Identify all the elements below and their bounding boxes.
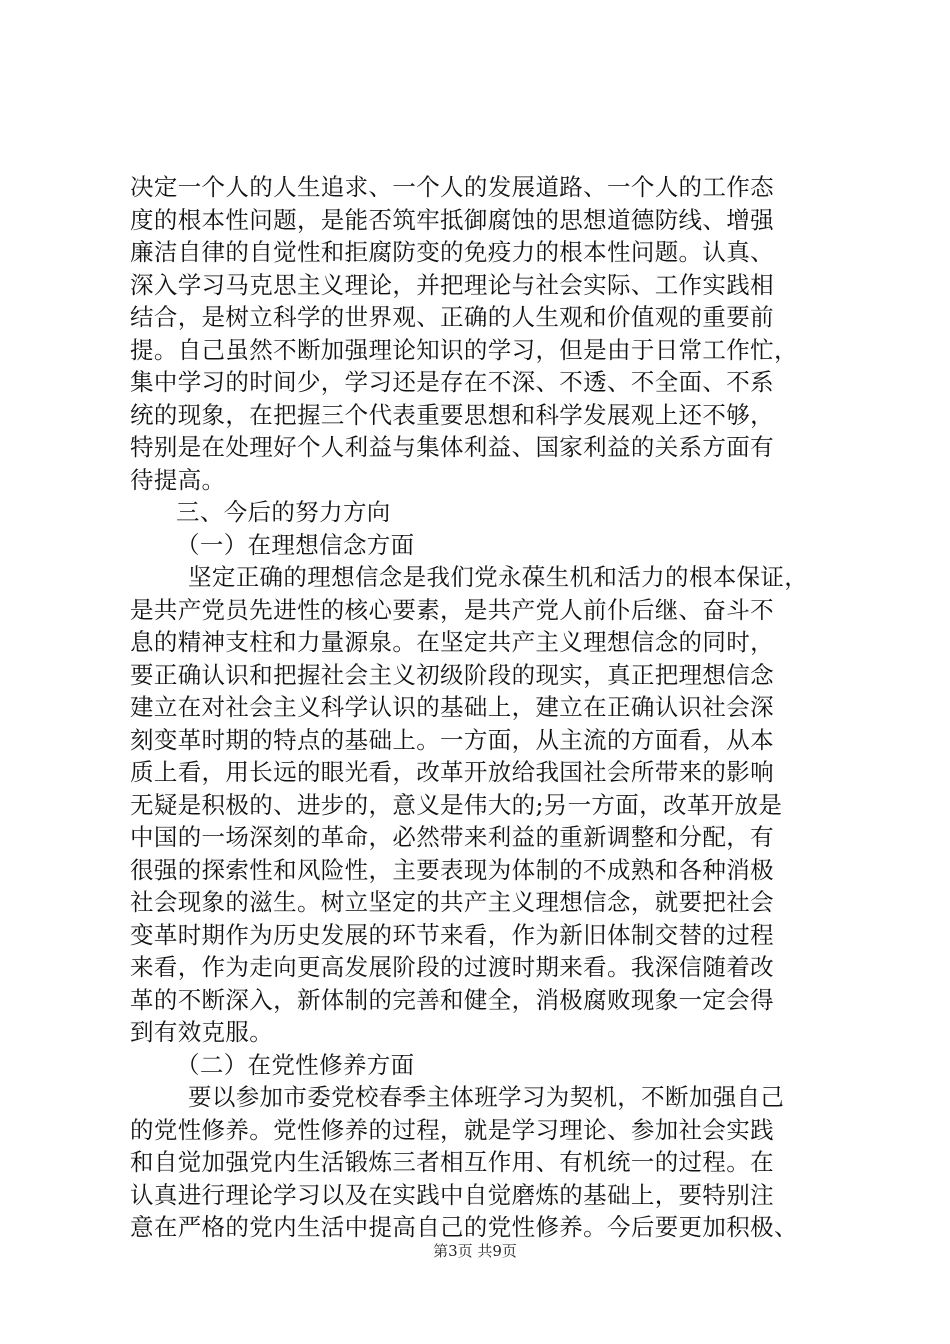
text-line: 变革时期作为历史发展的环节来看，作为新旧体制交替的过程 [130,920,774,949]
text-line: 决定一个人的人生追求、一个人的发展道路、一个人的工作态 [130,173,774,201]
text-line: 质上看，用长远的眼光看，改革开放给我国社会所带来的影响 [130,758,774,786]
text-line: 的党性修养。党性修养的过程，就是学习理论、参加社会实践 [130,1115,774,1144]
text-line: 社会现象的滋生。树立坚定的共产主义理想信念，就要把社会 [130,888,774,916]
page-footer [0,1241,950,1261]
text-line: 是共产党员先进性的核心要素，是共产党人前仆后继、奋斗不 [130,595,774,624]
text-line: （一）在理想信念方面 [176,530,415,559]
text-line: 中国的一场深刻的革命，必然带来利益的重新调整和分配，有 [130,823,774,851]
text-line: 无疑是积极的、进步的，意义是伟大的;另一方面，改革开放是 [130,790,783,819]
text-line: 结合，是树立科学的世界观、正确的人生观和价值观的重要前 [130,303,774,331]
document-body [130,171,855,1244]
text-line: 革的不断深入，新体制的完善和健全，消极腐败现象一定会得 [130,985,774,1014]
text-line: 和自觉加强党内生活锻炼三者相互作用、有机统一的过程。在 [130,1148,774,1176]
page-number-label: 第3页 共9页 [433,1242,517,1260]
text-line: 特别是在处理好个人利益与集体利益、国家利益的关系方面有 [130,433,774,461]
text-line: 意在严格的党内生活中提高自己的党性修养。今后要更加积极、 [130,1213,798,1241]
text-line: 度的根本性问题，是能否筑牢抵御腐蚀的思想道德防线、增强 [130,205,774,234]
text-line: 提。自己虽然不断加强理论知识的学习，但是由于日常工作忙， [130,335,798,364]
text-line: 坚定正确的理想信念是我们党永葆生机和活力的根本保证， [188,563,809,591]
text-line: 集中学习的时间少，学习还是存在不深、不透、不全面、不系 [130,368,774,396]
text-line: 待提高。 [130,465,226,494]
text-line: 要正确认识和把握社会主义初级阶段的现实，真正把理想信念 [130,660,774,689]
text-line: 深入学习马克思主义理论，并把理论与社会实际、工作实践相 [130,270,774,299]
text-line: 息的精神支柱和力量源泉。在坚定共产主义理想信念的同时， [130,628,774,656]
text-line: 认真进行理论学习以及在实践中自觉磨炼的基础上，要特别注 [130,1180,774,1209]
text-line: 要以参加市委党校春季主体班学习为契机，不断加强自己 [188,1083,785,1111]
text-line: 廉洁自律的自觉性和拒腐防变的免疫力的根本性问题。认真、 [130,238,774,266]
text-line: 很强的探索性和风险性，主要表现为体制的不成熟和各种消极 [130,855,774,884]
text-line: 三、今后的努力方向 [176,498,391,526]
text-line: 统的现象，在把握三个代表重要思想和科学发展观上还不够， [130,400,774,429]
text-line: 来看，作为走向更高发展阶段的过渡时期来看。我深信随着改 [130,953,774,981]
text-line: 刻变革时期的特点的基础上。一方面，从主流的方面看，从本 [130,725,774,754]
text-line: 建立在对社会主义科学认识的基础上，建立在正确认识社会深 [130,693,774,721]
text-line: （二）在党性修养方面 [176,1050,415,1079]
text-line: 到有效克服。 [130,1018,274,1046]
